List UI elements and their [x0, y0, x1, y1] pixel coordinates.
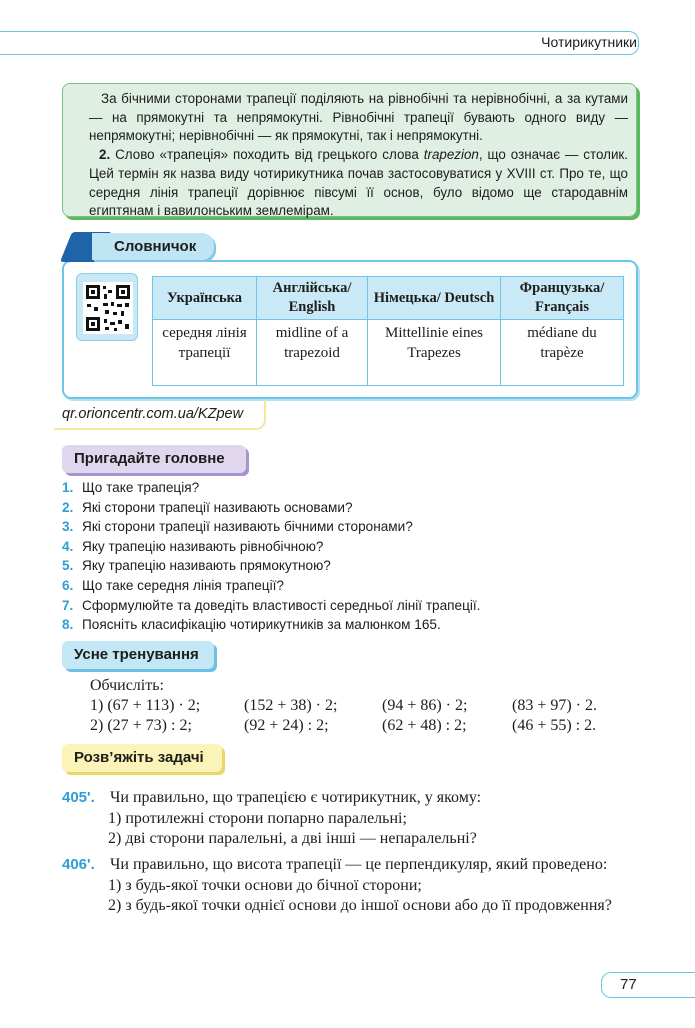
oral-expression: 2) (27 + 73) : 2; — [90, 717, 192, 734]
glossary-header-uk: Українська — [153, 277, 257, 320]
glossary-header-en: Англійська/ English — [257, 277, 368, 320]
problem-text: Чи правильно, що трапецією є чотирикутник, у якому: — [110, 789, 482, 806]
problem-option: 2) дві сторони паралельні, а дві інші — непаралельні? — [108, 830, 477, 847]
list-item-text: Які сторони трапеції називають основами? — [82, 499, 353, 515]
list-item-number: 8. — [62, 617, 74, 633]
list-item — [62, 576, 662, 596]
glossary-header-fr: Французька/ Français — [501, 277, 624, 320]
problem-number: 405'. — [62, 789, 95, 806]
list-item-text: Яку трапецію називають прямокутною? — [82, 558, 331, 574]
list-item — [62, 615, 662, 635]
oral-section-label: Усне тренування — [62, 641, 214, 669]
oral-expression: (92 + 24) : 2; — [244, 717, 329, 734]
info-paragraph-2-number: 2. — [99, 147, 111, 163]
glossary-term-row — [153, 320, 624, 386]
qr-link[interactable]: qr.orioncentr.com.ua/KZpew — [62, 406, 244, 422]
list-item — [62, 498, 662, 518]
recall-list — [62, 478, 662, 635]
oral-row-1 — [90, 696, 650, 716]
page-number: 77 — [620, 976, 637, 993]
info-paragraph-2-part-b: , що означає — столик. Цей термін як назва виду чотирикутника почав застосовуватися у XVIII ст. Про те, що середня лінія трапеції дорівнює півсумі її основ, було відомо ще стародавнім египтянам і вавилонським землемірам. — [89, 147, 628, 219]
list-item-number: 7. — [62, 597, 74, 613]
oral-intro: Обчисліть: — [90, 677, 164, 694]
problem-text: Чи правильно, що висота трапеції — це перпендикуляр, який проведено: — [110, 856, 608, 873]
glossary-header-row — [153, 277, 624, 320]
info-paragraph-2-part-a: Слово «трапеція» походить від грецького слова — [115, 147, 419, 163]
list-item-text: Що таке трапеція? — [82, 480, 200, 495]
glossary-table — [152, 276, 624, 386]
solve-section-label: Розв’яжіть задачі — [62, 744, 222, 772]
oral-expression: 1) (67 + 113) · 2; — [90, 697, 201, 714]
info-greek-word: trapezion — [423, 147, 479, 163]
info-box — [62, 83, 637, 217]
qr-code-icon — [83, 282, 133, 334]
list-item — [62, 478, 662, 498]
list-item-text: Яку трапецію називають рівнобічною? — [82, 538, 324, 554]
list-item-text: Сформулюйте та доведіть властивості середньої лінії трапеції. — [82, 597, 481, 613]
list-item-text: Які сторони трапеції називають бічними сторонами? — [82, 519, 413, 535]
list-item-text: Поясніть класифікацію чотирикутників за малюнком 165. — [82, 617, 441, 633]
list-item-number: 6. — [62, 577, 74, 593]
list-item-number: 3. — [62, 519, 74, 535]
list-item — [62, 517, 662, 537]
oral-expression: (46 + 55) : 2. — [512, 717, 597, 734]
oral-expression: (83 + 97) · 2. — [512, 697, 598, 714]
list-item-number: 5. — [62, 558, 74, 574]
list-item-number: 2. — [62, 499, 74, 515]
glossary-term-fr: médiane du trapèze — [501, 320, 624, 386]
info-paragraph-1: За бічними сторонами трапеції поділяють на рівнобічні та нерівнобічні, а за кутами — на прямокутні та непрямокутні. Рівнобічні трапеції бувають одного виду — непрямокутні; нерівнобічні — як прямокутні, так і непрямокутні. — [89, 91, 628, 144]
oral-exercise — [90, 676, 650, 736]
problem-406 — [62, 855, 640, 917]
problem-number: 406'. — [62, 856, 95, 873]
glossary-term-de: Mittellinie eines Trapezes — [368, 320, 501, 386]
oral-row-2 — [90, 716, 650, 736]
oral-expression: (152 + 38) · 2; — [244, 697, 338, 714]
list-item — [62, 596, 662, 616]
oral-expression: (94 + 86) · 2; — [382, 697, 468, 714]
problem-405 — [62, 788, 640, 850]
list-item — [62, 537, 662, 557]
list-item-number: 1. — [62, 480, 74, 495]
chapter-title: Чотирикутники — [541, 34, 637, 50]
recall-section-label: Пригадайте головне — [62, 445, 246, 473]
page-number-frame — [601, 972, 695, 998]
glossary-header-de: Німецька/ Deutsch — [368, 277, 501, 320]
list-item-number: 4. — [62, 538, 74, 554]
problem-option: 1) протилежні сторони попарно паралельні; — [108, 809, 407, 827]
glossary-term-uk: середня лінія трапеції — [153, 320, 257, 386]
problem-option: 1) з будь-якої точки основи до бічної сторони; — [108, 876, 422, 894]
info-paragraph-2 — [89, 146, 628, 221]
problem-option: 2) з будь-якої точки однієї основи до іншої основи або до її продовження? — [108, 897, 612, 914]
oral-expression: (62 + 48) : 2; — [382, 717, 467, 734]
list-item — [62, 556, 662, 576]
glossary-label: Словничок — [92, 233, 214, 260]
qr-code[interactable] — [76, 273, 138, 341]
list-item-text: Що таке середня лінія трапеції? — [82, 577, 284, 593]
glossary-term-en: midline of a trapezoid — [257, 320, 368, 386]
